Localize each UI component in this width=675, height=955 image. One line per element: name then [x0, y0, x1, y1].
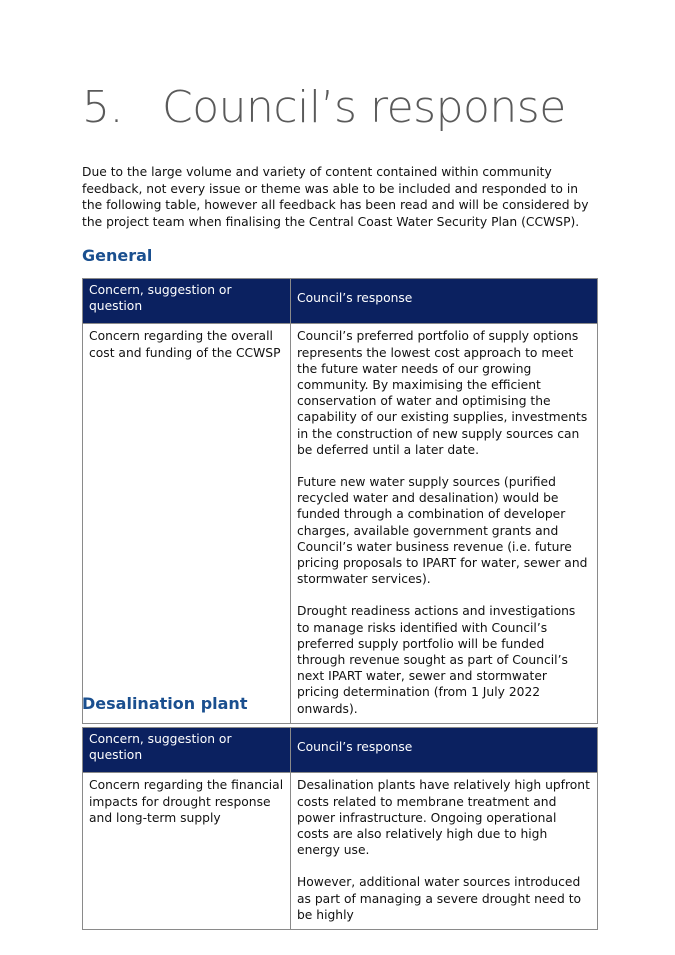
response-paragraph: Council’s preferred portfolio of supply options represents the lowest cost approach to meet the future water needs of our growing community. By maximising the efficient conservation of water and optimising the capability of our existing supplies, investments in the construction of new supply sources can be deferred until a later date.	[297, 329, 588, 457]
response-paragraph: Desalination plants have relatively high upfront costs related to membrane treatment and power infrastructure. Ongoing operational costs are also relatively high due to high energy use.	[297, 778, 590, 858]
general-table	[82, 278, 598, 724]
response-paragraph: Drought readiness actions and investigations to manage risks identified with Council’s preferred supply portfolio will be funded through revenue sought as part of Council’s next IPART water, sewer and stormwater pricing determination (from 1 July 2022 onwards).	[297, 604, 576, 716]
table-row	[83, 773, 598, 930]
desalination-table	[82, 727, 598, 930]
section-heading-desalination: Desalination plant	[82, 694, 248, 713]
table-header-row	[83, 279, 598, 324]
column-header-response: Council’s response	[291, 279, 598, 324]
column-header-response: Council’s response	[291, 728, 598, 773]
response-paragraph: However, additional water sources introduced as part of managing a severe drought need to be highly	[297, 875, 582, 922]
response-cell	[291, 773, 598, 930]
column-header-concern: Concern, suggestion or question	[83, 279, 291, 324]
intro-paragraph: Due to the large volume and variety of content contained within community feedback, not every issue or theme was able to be included and responded to in the following table, however all feedback has been read and will be considered by the project team when finalising the Central Coast Water Security Plan (CCWSP).	[82, 165, 589, 229]
section-number: 5.	[82, 82, 123, 133]
column-header-concern: Concern, suggestion or question	[83, 728, 291, 773]
section-title: Council’s response	[162, 82, 566, 133]
table-row	[83, 324, 598, 723]
response-paragraph: Future new water supply sources (purified recycled water and desalination) would be funded through a combination of developer charges, available government grants and Council’s water business revenue (i.e. future pricing proposals to IPART for water, sewer and stormwater services).	[297, 475, 588, 587]
table-header-row	[83, 728, 598, 773]
response-cell	[291, 324, 598, 723]
section-heading-general: General	[82, 246, 153, 265]
concern-cell: Concern regarding the financial impacts for drought response and long-term supply	[83, 773, 291, 930]
concern-cell: Concern regarding the overall cost and funding of the CCWSP	[83, 324, 291, 723]
page-title	[82, 82, 566, 133]
